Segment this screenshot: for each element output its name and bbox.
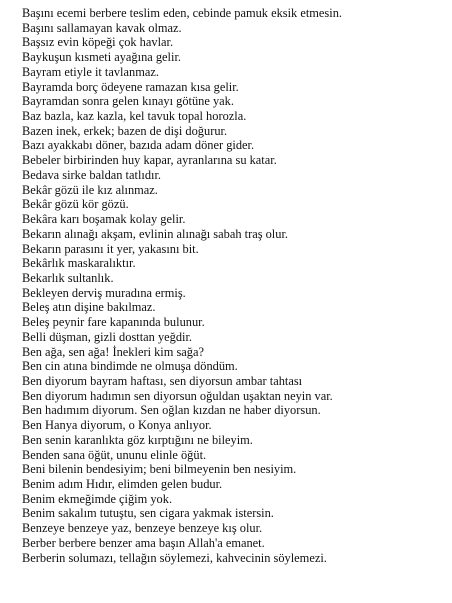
proverb-line: Bayramdan sonra gelen kınayı götüne yak. bbox=[22, 94, 234, 109]
proverb-line: Bedava sirke baldan tatlıdır. bbox=[22, 167, 162, 182]
proverb-line: Benden sana öğüt, ununu elinle öğüt. bbox=[22, 447, 207, 462]
proverb-line: Berberin solumazı, tellağın söylemezi, kahvecinin söylemezi. bbox=[22, 550, 327, 565]
proverb-line: Bekarın alınağı akşam, evlinin alınağı sabah traş olur. bbox=[22, 226, 288, 241]
proverb-line: Baz bazla, kaz kazla, kel tavuk topal horozla. bbox=[22, 109, 247, 124]
proverb-line: Bekarın parasını it yer, yakasını bit. bbox=[22, 241, 199, 256]
proverb-line: Ben diyorum hadımın sen diyorsun oğuldan uşaktan neyin var. bbox=[22, 388, 333, 403]
proverb-line: Ben senin karanlıkta göz kırptığını ne bileyim. bbox=[22, 432, 253, 447]
proverb-line: Bayram etiyle it tavlanmaz. bbox=[22, 64, 159, 79]
proverb-line: Başsız evin köpeği çok havlar. bbox=[22, 35, 174, 50]
proverb-line: Ben ağa, sen ağa! İnekleri kim sağa? bbox=[22, 344, 204, 359]
proverb-line: Beleş peynir fare kapanında bulunur. bbox=[22, 315, 205, 330]
proverb-line: Bayramda borç ödeyene ramazan kısa gelir. bbox=[22, 79, 239, 94]
proverb-line: Bebeler birbirinden huy kapar, ayranlarına su katar. bbox=[22, 153, 277, 168]
proverb-line: Bekleyen derviş muradına ermiş. bbox=[22, 285, 186, 300]
proverb-line: Berber berbere benzer ama başın Allah'a emanet. bbox=[22, 535, 265, 550]
proverb-line: Benzeye benzeye yaz, benzeye benzeye kış olur. bbox=[22, 521, 263, 536]
proverb-line: Bazı ayakkabı döner, bazıda adam döner gider. bbox=[22, 138, 255, 153]
proverb-line: Bekarlık sultanlık. bbox=[22, 270, 114, 285]
proverb-line: Ben hadımım diyorum. Sen oğlan kızdan ne haber diyorsun. bbox=[22, 403, 321, 418]
proverb-line: Benim sakalım tutuştu, sen cigara yakmak istersin. bbox=[22, 506, 274, 521]
proverb-line: Baykuşun kısmeti ayağına gelir. bbox=[22, 50, 181, 65]
proverb-line: Bekâra karı boşamak kolay gelir. bbox=[22, 212, 186, 227]
proverb-line: Beleş atın dişine bakılmaz. bbox=[22, 300, 156, 315]
proverb-line: Bekâr gözü kör gözü. bbox=[22, 197, 129, 212]
proverb-line: Benim ekmeğimde çiğim yok. bbox=[22, 491, 173, 506]
proverb-line: Ben cin atına bindimde ne olmuşa döndüm. bbox=[22, 359, 238, 374]
proverb-line: Belli düşman, gizli dosttan yeğdir. bbox=[22, 329, 193, 344]
proverb-line: Benim adım Hıdır, elimden gelen budur. bbox=[22, 477, 223, 491]
proverb-line: Bekârlık maskaralıktır. bbox=[22, 256, 136, 271]
proverb-line: Bekâr gözü ile kız alınmaz. bbox=[22, 182, 158, 197]
proverb-list bbox=[22, 6, 447, 565]
proverb-line: Ben diyorum bayram haftası, sen diyorsun ambar tahtası bbox=[22, 373, 303, 388]
proverb-line: Ben Hanya diyorum, o Konya anlıyor. bbox=[22, 418, 212, 433]
proverb-line: Beni bilenin bendesiyim; beni bilmeyenin ben nesiyim. bbox=[22, 462, 297, 477]
proverb-line: Başını ecemi berbere teslim eden, cebinde pamuk eksik etmesin. bbox=[22, 6, 342, 20]
proverb-line: Başını sallamayan kavak olmaz. bbox=[22, 20, 182, 35]
proverb-line: Bazen inek, erkek; bazen de dişi doğurur. bbox=[22, 123, 228, 138]
